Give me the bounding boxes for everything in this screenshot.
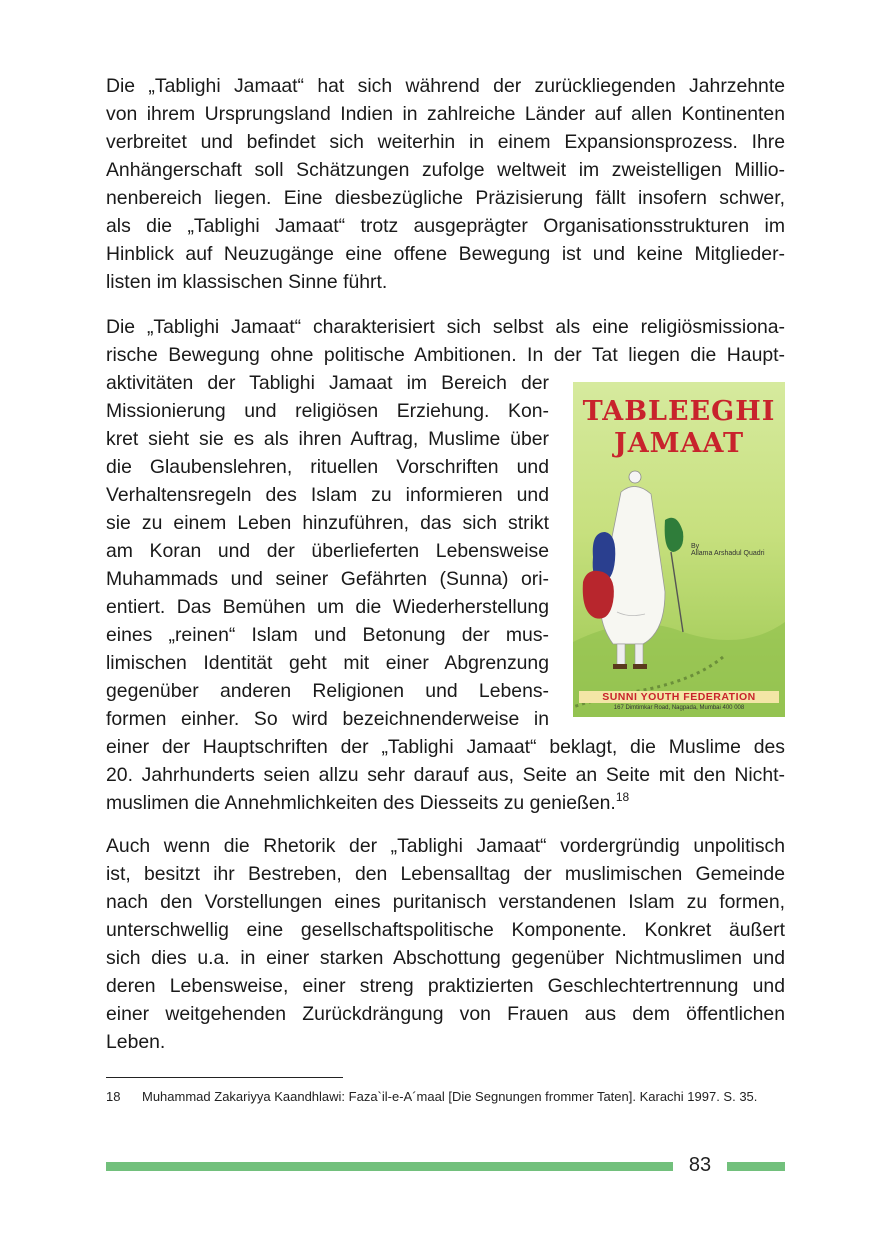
text-line: ist, besitzt ihr Bestreben, den Lebensalltag der muslimischen Gemeinde	[106, 863, 785, 885]
footer-accent-bar-right	[727, 1162, 785, 1171]
text-line: Anhängerschaft soll Schätzungen zufolge weltweit im zweistelligen Millio-	[106, 159, 785, 181]
text-line: einer weitgehenden Zurückdrängung von Frauen aus dem öffentlichen	[106, 1003, 785, 1025]
text-line: von ihrem Ursprungsland Indien in zahlreiche Länder auf allen Kontinenten	[106, 103, 785, 125]
cover-address: 167 Dimtimkar Road, Nagpada, Mumbai 400 008	[613, 705, 745, 711]
text-line: Auch wenn die Rhetorik der „Tablighi Jamaat“ vordergründig unpolitisch	[106, 835, 785, 857]
footnote-reference[interactable]: 18	[615, 790, 630, 804]
text-line: Missionierung und religiösen Erziehung. Kon-	[106, 400, 549, 422]
footnote-number: 18	[106, 1089, 121, 1104]
text-line: Die „Tablighi Jamaat“ hat sich während der zurückliegenden Jahrzehnte	[106, 75, 785, 97]
cover-author: By Allama Arshadul Quadri	[691, 543, 765, 557]
paragraph-1	[106, 72, 785, 296]
text-line: nach den Vorstellungen eines puritanisch verstandenen Islam zu formen,	[106, 891, 785, 913]
text-line: nenbereich liegen. Eine diesbezügliche Präzisierung fällt insofern schwer,	[106, 187, 785, 209]
cover-title-line-2: JAMAAT	[613, 428, 745, 459]
text-line	[106, 789, 785, 817]
text-line: Verhaltensregeln des Islam zu informieren und	[106, 484, 549, 506]
footnote-divider	[106, 1077, 343, 1078]
book-cover-image	[573, 382, 785, 717]
text-line: Muhammads und seiner Gefährten (Sunna) ori-	[106, 568, 549, 590]
text-line: am Koran und der überlieferten Lebensweise	[106, 540, 549, 562]
text-line: deren Lebensweise, einer streng praktizierten Geschlechtertrennung und	[106, 975, 785, 997]
cover-publisher: SUNNI YOUTH FEDERATION	[579, 691, 779, 703]
text-line: sie zu einem Leben hinzuführen, das sich strikt	[106, 512, 549, 534]
text-line: unterschwellig eine gesellschaftspolitische Komponente. Konkret äußert	[106, 919, 785, 941]
cover-title-line-1: TABLEEGHI	[582, 396, 776, 427]
text-line: sich dies u.a. in einer starken Abschottung gegenüber Nichtmuslimen und	[106, 947, 785, 969]
text-line: rische Bewegung ohne politische Ambitionen. In der Tat liegen die Haupt-	[106, 344, 785, 366]
page-number: 83	[688, 1154, 712, 1176]
text-line: aktivitäten der Tablighi Jamaat im Bereich der	[106, 372, 549, 394]
footnote-text: Muhammad Zakariyya Kaandhlawi: Faza`il-e-A´maal [Die Segnungen frommer Taten]. Karachi 1997. S. 35.	[142, 1089, 758, 1104]
text-line: die Glaubenslehren, rituellen Vorschriften und	[106, 456, 549, 478]
text-line: Hinblick auf Neuzugänge eine offene Bewegung ist und keine Mitglieder-	[106, 243, 785, 265]
text-line: 20. Jahrhunderts seien allzu sehr darauf aus, Seite an Seite mit den Nicht-	[106, 764, 785, 786]
text-line: Leben.	[106, 1031, 166, 1053]
text-line: listen im klassischen Sinne führt.	[106, 271, 388, 293]
text-line: limischen Identität geht mit einer Abgrenzung	[106, 652, 549, 674]
paragraph-3	[106, 832, 785, 1056]
text-line: gegenüber anderen Religionen und Lebens-	[106, 680, 549, 702]
text-line: entiert. Das Bemühen um die Wiederherstellung	[106, 596, 549, 618]
wrapped-text-block	[106, 369, 549, 733]
text-line-content: muslimen die Annehmlichkeiten des Diesseits zu genießen.	[106, 792, 616, 814]
text-line: kret sieht sie es als ihren Auftrag, Muslime über	[106, 428, 549, 450]
text-line: Die „Tablighi Jamaat“ charakterisiert sich selbst als eine religiösmissiona-	[106, 316, 785, 338]
text-line: eines „reinen“ Islam und Betonung der mus-	[106, 624, 549, 646]
text-line: einer der Hauptschriften der „Tablighi Jamaat“ beklagt, die Muslime des	[106, 736, 785, 758]
text-line: als die „Tablighi Jamaat“ trotz ausgeprägter Organisationsstrukturen im	[106, 215, 785, 237]
text-line: verbreitet und befindet sich weiterhin in einem Expansionsprozess. Ihre	[106, 131, 785, 153]
footer-accent-bar-left	[106, 1162, 673, 1171]
text-line: formen einher. So wird bezeichnenderweise in	[106, 708, 549, 730]
